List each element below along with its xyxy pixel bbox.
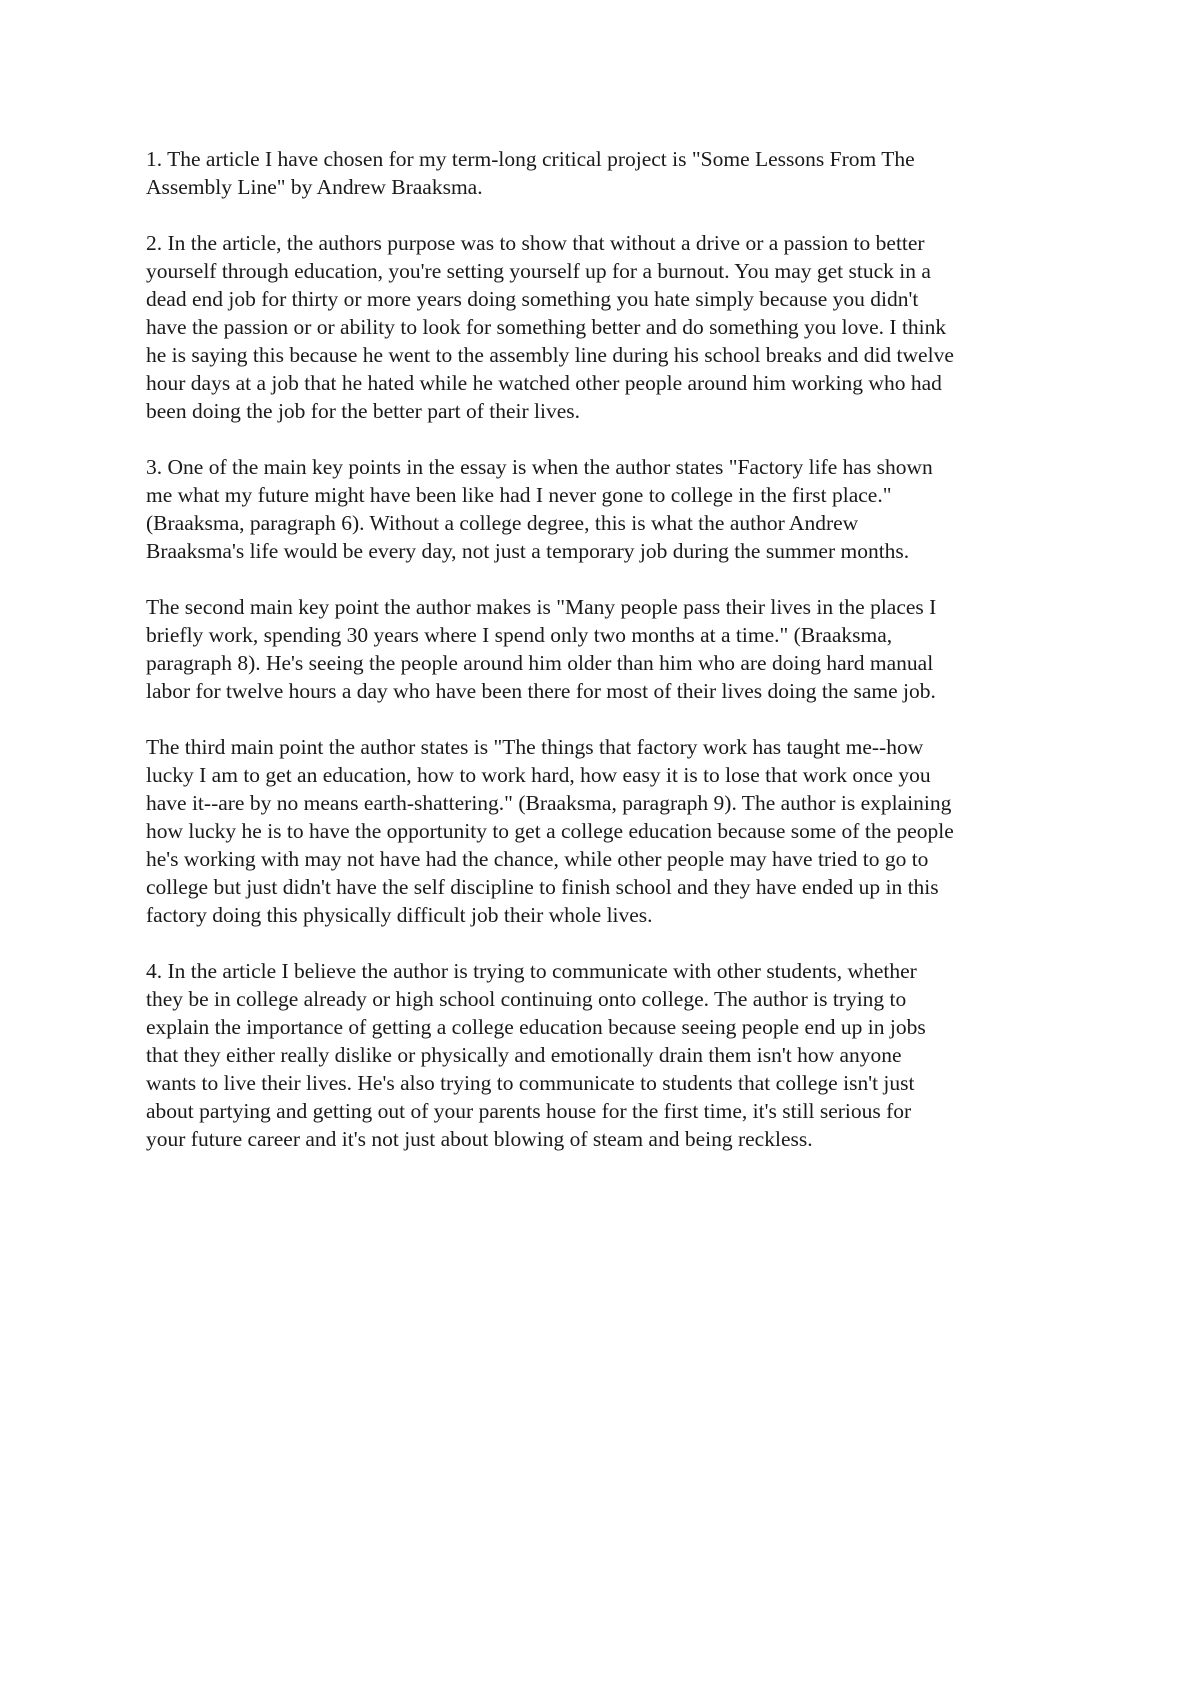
paragraph-2	[146, 229, 1076, 425]
paragraph-6	[146, 957, 1076, 1153]
text-line: dead end job for thirty or more years doing something you hate simply because you didn't	[146, 287, 919, 311]
text-line: about partying and getting out of your parents house for the first time, it's still serious for	[146, 1099, 912, 1123]
paragraph-3	[146, 453, 1076, 565]
text-line: college but just didn't have the self discipline to finish school and they have ended up in this	[146, 875, 939, 899]
text-line: that they either really dislike or physically and emotionally drain them isn't how anyone	[146, 1043, 902, 1067]
text-line: yourself through education, you're setting yourself up for a burnout. You may get stuck in a	[146, 259, 931, 283]
text-line: me what my future might have been like had I never gone to college in the first place."	[146, 483, 892, 507]
text-line: been doing the job for the better part of their lives.	[146, 399, 581, 423]
text-line: they be in college already or high school continuing onto college. The author is trying to	[146, 987, 907, 1011]
text-line: have the passion or or ability to look for something better and do something you love. I think	[146, 315, 947, 339]
text-line: The third main point the author states is "The things that factory work has taught me--how	[146, 735, 924, 759]
document-body	[146, 145, 1076, 1181]
text-line: wants to live their lives. He's also trying to communicate to students that college isn't just	[146, 1071, 915, 1095]
text-line: 4. In the article I believe the author is trying to communicate with other students, whether	[146, 959, 917, 983]
text-line: hour days at a job that he hated while he watched other people around him working who had	[146, 371, 942, 395]
text-line: lucky I am to get an education, how to work hard, how easy it is to lose that work once you	[146, 763, 931, 787]
text-line: have it--are by no means earth-shattering." (Braaksma, paragraph 9). The author is explaining	[146, 791, 952, 815]
text-line: explain the importance of getting a college education because seeing people end up in jobs	[146, 1015, 926, 1039]
paragraph-5	[146, 733, 1076, 929]
paragraph-4	[146, 593, 1076, 705]
text-line: paragraph 8). He's seeing the people around him older than him who are doing hard manual	[146, 651, 934, 675]
text-line: labor for twelve hours a day who have been there for most of their lives doing the same job.	[146, 679, 936, 703]
text-line: he's working with may not have had the chance, while other people may have tried to go to	[146, 847, 929, 871]
text-line: 1. The article I have chosen for my term-long critical project is "Some Lessons From The	[146, 147, 915, 171]
text-line: (Braaksma, paragraph 6). Without a college degree, this is what the author Andrew	[146, 511, 859, 535]
text-line: briefly work, spending 30 years where I spend only two months at a time." (Braaksma,	[146, 623, 893, 647]
text-line: factory doing this physically difficult job their whole lives.	[146, 903, 653, 927]
text-line: 3. One of the main key points in the essay is when the author states "Factory life has shown	[146, 455, 933, 479]
text-line: Assembly Line" by Andrew Braaksma.	[146, 175, 483, 199]
text-line: your future career and it's not just about blowing of steam and being reckless.	[146, 1127, 813, 1151]
text-line: The second main key point the author makes is "Many people pass their lives in the places I	[146, 595, 937, 619]
text-line: Braaksma's life would be every day, not just a temporary job during the summer months.	[146, 539, 910, 563]
text-line: 2. In the article, the authors purpose was to show that without a drive or a passion to better	[146, 231, 925, 255]
paragraph-1	[146, 145, 1076, 201]
text-line: how lucky he is to have the opportunity to get a college education because some of the people	[146, 819, 954, 843]
text-line: he is saying this because he went to the assembly line during his school breaks and did twelve	[146, 343, 954, 367]
